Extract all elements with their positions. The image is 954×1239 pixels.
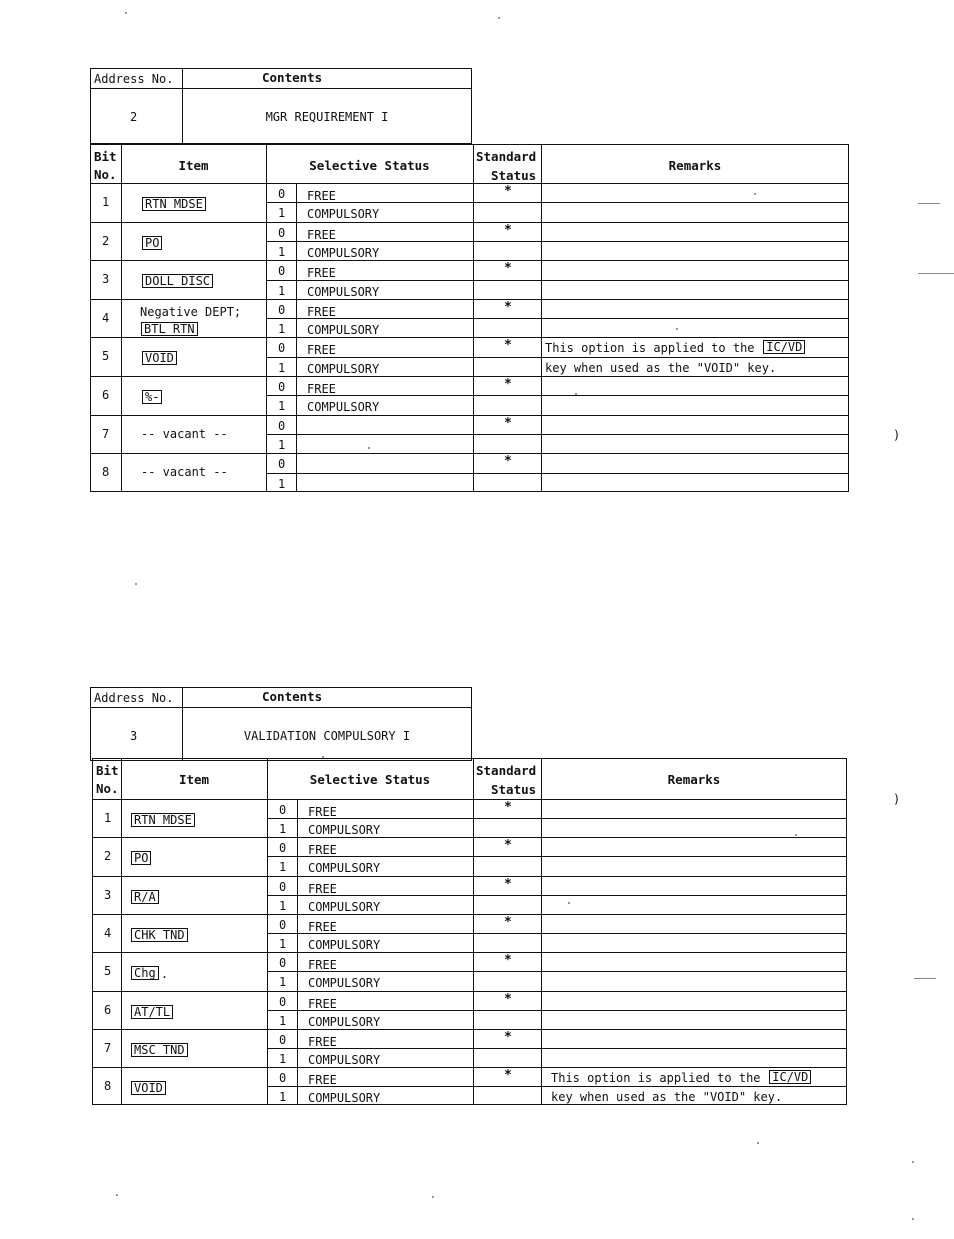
option-free: FREE <box>308 843 337 858</box>
contents-label: Contents <box>262 689 323 704</box>
status-mid-rule <box>267 971 847 972</box>
option-free: FREE <box>308 958 337 973</box>
row-rule <box>92 876 847 877</box>
option-code-0: 0 <box>279 879 287 894</box>
item-key-box: CHK TND <box>131 928 188 942</box>
address-value: 3 <box>130 729 138 743</box>
item-key-box: VOID <box>131 1081 166 1095</box>
option-code-1: 1 <box>278 206 286 221</box>
option-free: FREE <box>308 996 337 1011</box>
address-header-rule <box>90 707 472 708</box>
row-rule <box>92 991 847 992</box>
scan-speck <box>432 1196 434 1198</box>
bit-number: 6 <box>102 388 110 402</box>
status-mid-rule <box>266 241 849 242</box>
option-free: FREE <box>308 1073 337 1088</box>
option-code-0: 0 <box>279 1071 287 1086</box>
selective-status-header: Selective Status <box>309 158 430 173</box>
scan-speck <box>568 902 570 904</box>
option-compulsory: COMPULSORY <box>308 1052 381 1067</box>
bit-number: 6 <box>104 1002 112 1017</box>
option-code-1: 1 <box>279 860 287 875</box>
bit-table-frame <box>92 758 847 1105</box>
option-free: FREE <box>307 304 336 319</box>
address-no-label: Address No. <box>94 72 174 86</box>
option-code-0: 0 <box>278 302 286 317</box>
status-mid-rule <box>267 818 847 819</box>
status-mid-rule <box>267 856 847 857</box>
standard-asterisk: * <box>504 914 512 930</box>
standard-asterisk: * <box>504 953 512 969</box>
item-suffix: . <box>160 967 169 982</box>
row-rule <box>92 837 847 838</box>
scan-speck <box>322 756 324 758</box>
option-compulsory: COMPULSORY <box>307 284 380 299</box>
margin-mark <box>918 203 940 204</box>
status-mid-rule <box>266 395 849 396</box>
col-divider-standard <box>541 758 542 1105</box>
col-divider-item <box>267 758 268 1105</box>
option-free: FREE <box>307 189 336 203</box>
option-code-1: 1 <box>279 898 287 913</box>
item-label: -- vacant -- <box>141 426 228 441</box>
remarks-line-2: key when used as the "VOID" key. <box>551 1090 783 1105</box>
option-code-1: 1 <box>279 937 287 952</box>
bit-number: 4 <box>102 310 110 325</box>
status-mid-rule <box>266 434 849 435</box>
item-key-box: AT/TL <box>131 1005 173 1019</box>
address-header-rule <box>90 88 472 89</box>
option-code-0: 0 <box>279 956 287 971</box>
row-rule <box>90 453 849 454</box>
bit-number: 5 <box>102 349 110 364</box>
bit-number: 7 <box>104 1040 112 1055</box>
bit-number: 4 <box>104 925 112 940</box>
selective-status-header: Selective Status <box>309 772 431 787</box>
address-divider <box>182 68 183 144</box>
option-compulsory: COMPULSORY <box>308 1091 381 1106</box>
item-key-box: DOLL DISC <box>142 274 213 288</box>
option-compulsory: COMPULSORY <box>308 976 381 991</box>
option-code-1: 1 <box>279 822 287 837</box>
status-mid-rule <box>266 202 849 203</box>
row-rule <box>92 1029 847 1030</box>
option-code-1: 1 <box>279 1090 287 1105</box>
row-rule <box>92 952 847 953</box>
option-code-0: 0 <box>278 418 286 433</box>
bit-no-header: Bit <box>96 763 119 778</box>
remarks-header: Remarks <box>668 158 722 173</box>
option-free: FREE <box>307 266 336 281</box>
item-key-box: Chg <box>131 966 159 980</box>
option-code-1: 1 <box>278 476 286 491</box>
item-header: Item <box>178 772 210 787</box>
option-free: FREE <box>307 227 336 242</box>
option-compulsory: COMPULSORY <box>307 323 380 338</box>
option-code-0: 0 <box>279 841 287 856</box>
bit-number: 3 <box>102 272 110 287</box>
bit-number: 7 <box>102 426 110 441</box>
margin-mark <box>914 978 936 979</box>
option-free: FREE <box>308 1034 337 1049</box>
margin-mark <box>918 273 954 274</box>
bit-number: 8 <box>104 1079 112 1094</box>
option-free: FREE <box>308 919 337 934</box>
remarks-line-1: This option is applied to the <box>545 341 755 356</box>
margin-paren: ) <box>893 792 901 806</box>
remarks-line-2: key when used as the "VOID" key. <box>545 360 777 375</box>
bit-number: 1 <box>102 195 110 209</box>
status-mid-rule <box>267 895 847 896</box>
remarks-key-box: IC/VD <box>769 1070 811 1084</box>
bit-number: 3 <box>104 887 112 902</box>
option-compulsory: COMPULSORY <box>308 823 381 838</box>
header-rule <box>92 799 847 800</box>
option-code-1: 1 <box>278 437 286 452</box>
item-key-box: PO <box>131 851 151 865</box>
item-key-box: VOID <box>142 351 177 365</box>
item-key-box: RTN MDSE <box>142 197 206 211</box>
bit-no-header-2: No. <box>94 167 117 182</box>
remarks-key-box: IC/VD <box>763 340 805 354</box>
row-rule <box>90 299 849 300</box>
remarks-header: Remarks <box>667 772 721 787</box>
standard-status-header: Standard <box>476 763 537 778</box>
option-code-0: 0 <box>278 225 286 240</box>
option-compulsory: COMPULSORY <box>308 861 381 876</box>
status-mid-rule <box>266 473 849 474</box>
standard-asterisk: * <box>504 415 512 431</box>
bit-no-header-2: No. <box>96 781 119 796</box>
standard-asterisk: * <box>504 377 512 392</box>
scan-speck <box>676 328 678 330</box>
option-code-1: 1 <box>278 322 286 337</box>
option-code-0: 0 <box>279 994 287 1009</box>
option-code-0: 0 <box>278 380 286 394</box>
scan-speck <box>754 193 756 195</box>
address-no-label: Address No. <box>94 691 174 705</box>
status-mid-rule <box>266 280 849 281</box>
standard-asterisk: * <box>504 800 512 815</box>
standard-asterisk: * <box>504 876 512 892</box>
scan-speck <box>757 1142 759 1144</box>
contents-label: Contents <box>262 70 323 85</box>
scan-speck <box>116 1194 118 1196</box>
option-compulsory: COMPULSORY <box>308 899 381 914</box>
contents-value: VALIDATION COMPULSORY I <box>243 729 411 743</box>
standard-asterisk: * <box>504 222 512 238</box>
option-compulsory: COMPULSORY <box>307 207 380 222</box>
item-key-box: %- <box>142 390 162 404</box>
option-code-1: 1 <box>278 360 286 375</box>
item-header: Item <box>178 158 209 173</box>
scan-speck <box>575 393 577 395</box>
row-rule <box>90 260 849 261</box>
status-mid-rule <box>267 933 847 934</box>
option-code-1: 1 <box>278 399 286 414</box>
remarks-line-1: This option is applied to the <box>551 1071 761 1086</box>
col-divider-bit <box>121 144 122 492</box>
option-code-0: 0 <box>279 803 287 817</box>
option-code-0: 0 <box>278 264 286 279</box>
contents-value: MGR REQUIREMENT I <box>265 110 389 124</box>
item-label: -- vacant -- <box>141 465 228 480</box>
option-code-0: 0 <box>278 187 286 201</box>
scan-speck <box>912 1161 914 1163</box>
header-rule <box>90 183 849 184</box>
option-free: FREE <box>307 343 336 358</box>
standard-asterisk: * <box>504 261 512 277</box>
option-free: FREE <box>308 881 337 896</box>
row-rule <box>90 222 849 223</box>
option-code-1: 1 <box>279 975 287 990</box>
bit-number: 2 <box>102 233 110 248</box>
option-free: FREE <box>307 382 336 396</box>
scan-speck <box>498 17 500 19</box>
option-compulsory: COMPULSORY <box>307 245 380 260</box>
bit-number: 5 <box>104 964 112 979</box>
standard-asterisk: * <box>504 1068 512 1084</box>
status-mid-rule <box>267 1010 847 1011</box>
option-compulsory: COMPULSORY <box>307 400 380 415</box>
option-code-0: 0 <box>279 917 287 932</box>
option-code-1: 1 <box>279 1013 287 1028</box>
scan-speck <box>795 834 797 836</box>
col-divider-status <box>473 758 474 1105</box>
status-mid-rule <box>266 357 849 358</box>
standard-asterisk: * <box>504 838 512 854</box>
status-mid-rule <box>267 1048 847 1049</box>
standard-status-header-2: Status <box>491 782 537 797</box>
standard-asterisk: * <box>504 991 512 1007</box>
scan-speck <box>135 583 137 585</box>
item-key-box: R/A <box>131 890 159 904</box>
option-code-0: 0 <box>278 341 286 356</box>
row-rule <box>92 914 847 915</box>
option-code-1: 1 <box>278 244 286 259</box>
item-key-box: MSC TND <box>131 1043 188 1057</box>
option-code-1: 1 <box>278 283 286 298</box>
bit-number: 2 <box>104 849 112 864</box>
scan-speck <box>368 447 370 449</box>
scan-speck <box>912 1218 914 1220</box>
option-compulsory: COMPULSORY <box>307 361 380 376</box>
standard-asterisk: * <box>504 454 512 470</box>
standard-asterisk: * <box>504 184 512 199</box>
standard-asterisk: * <box>504 1029 512 1045</box>
status-mid-rule <box>267 1086 847 1087</box>
standard-status-header-2: Status <box>491 168 537 183</box>
item-key-box: BTL RTN <box>141 322 198 336</box>
option-code-1: 1 <box>279 1051 287 1066</box>
standard-asterisk: * <box>504 338 512 354</box>
bit-no-header: Bit <box>94 149 117 164</box>
standard-asterisk: * <box>504 299 512 315</box>
address-divider <box>182 687 183 761</box>
option-free: FREE <box>308 805 337 819</box>
row-rule <box>90 376 849 377</box>
item-key-box: PO <box>142 236 162 250</box>
margin-paren: ) <box>893 428 901 442</box>
row-rule <box>90 337 849 338</box>
bit-number: 1 <box>104 811 112 825</box>
item-key-box: RTN MDSE <box>131 813 195 827</box>
option-compulsory: COMPULSORY <box>308 1014 381 1029</box>
bit-number: 8 <box>102 465 110 480</box>
status-mid-rule <box>266 318 849 319</box>
col-divider-bit <box>121 758 122 1105</box>
option-code-0: 0 <box>279 1032 287 1047</box>
scan-speck <box>125 12 127 14</box>
address-value: 2 <box>130 110 138 124</box>
option-compulsory: COMPULSORY <box>308 938 381 953</box>
row-rule <box>90 415 849 416</box>
row-rule <box>92 1067 847 1068</box>
standard-status-header: Standard <box>476 149 537 164</box>
item-label: Negative DEPT; <box>140 304 242 319</box>
option-code-0: 0 <box>278 457 286 472</box>
